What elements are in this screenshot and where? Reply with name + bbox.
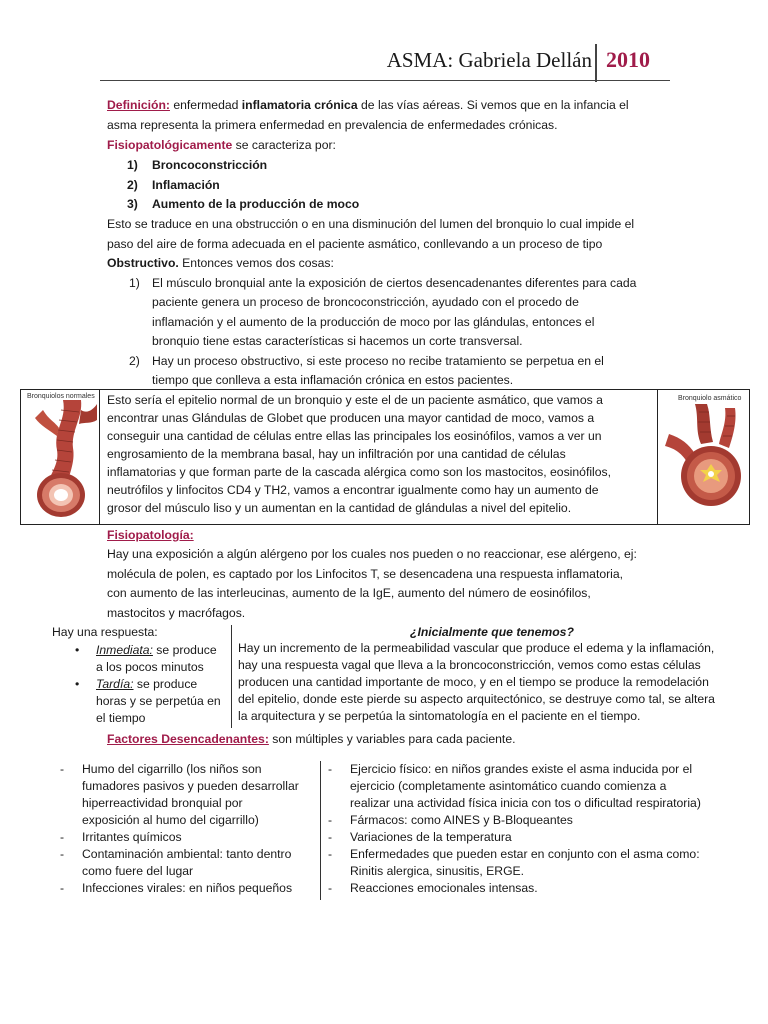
- response-intro: Hay una respuesta:: [52, 625, 158, 639]
- dash: -: [328, 762, 333, 776]
- dash: -: [60, 847, 65, 861]
- factor-line: fumadores pasivos y pueden desarrollar: [82, 779, 299, 793]
- list-item-line: paciente genera un proceso de broncoconstricción, ayudado con el procedo de: [152, 295, 579, 309]
- header-rule: [100, 80, 670, 81]
- fisiopatologia-label: Fisiopatología:: [107, 528, 194, 542]
- definition-line: [107, 96, 629, 115]
- paragraph-line: Esto se traduce en una obstrucción o en una disminución del lumen del bronquio lo cual impide el: [107, 217, 635, 231]
- answer-line: Hay un incremento de la permeabilidad vascular que produce el edema y la inflamación,: [238, 641, 715, 655]
- factor-line: Variaciones de la temperatura: [350, 830, 512, 844]
- list-number: 3): [127, 197, 138, 211]
- definition-bold: inflamatoria crónica: [241, 98, 358, 112]
- dash: -: [60, 762, 65, 776]
- list-item-line: Hay un proceso obstructivo, si este proceso no recibe tratamiento se perpetua en el: [152, 354, 604, 368]
- table-line: encontrar unas Glándulas de Globet que producen una mayor cantidad de moco, vamos a: [107, 411, 595, 425]
- list-item: [127, 195, 138, 214]
- factor-line: Reacciones emocionales intensas.: [350, 881, 538, 895]
- factor-line: hiperreactividad bronquial por: [82, 796, 243, 810]
- paragraph-line: [107, 254, 334, 273]
- factor-line: exposición al humo del cigarrillo): [82, 813, 259, 827]
- definition-text-2: de las vías aéreas. Si vemos que en la infancia el: [357, 98, 629, 112]
- list-number: 1): [127, 158, 138, 172]
- factor-line: Enfermedades que pueden estar en conjunto con el asma como:: [350, 847, 700, 861]
- definition-line-2: asma representa la primera enfermedad en prevalencia de enfermedades crónicas.: [107, 118, 558, 132]
- response-text: se produce: [152, 643, 217, 657]
- list-number: 1): [129, 276, 140, 290]
- column-divider: [231, 625, 232, 728]
- table-line: conseguir una cantidad de células entre ellas las principales los eosinófilos, vamos a ver un: [107, 429, 602, 443]
- dash: -: [328, 881, 333, 895]
- asthmatic-bronchiole-image: [665, 404, 747, 522]
- list-item: [127, 176, 138, 195]
- response-line: el tiempo: [96, 711, 146, 725]
- dash: -: [60, 881, 65, 895]
- list-item-label: Aumento de la producción de moco: [152, 197, 360, 211]
- paragraph-bold: Obstructivo.: [107, 256, 179, 270]
- fisiopatologia-heading: [107, 526, 194, 545]
- factor-line: Contaminación ambiental: tanto dentro: [82, 847, 292, 861]
- definition-text: enfermedad: [169, 98, 242, 112]
- list-item-text: [152, 195, 359, 214]
- fisiopatologia-line: con aumento de las interleucinas, aumento de la IgE, aumento del número de eosinófilos,: [107, 586, 591, 600]
- response-label: Tardía:: [96, 677, 134, 691]
- answer-line: la arquitectura y se perpetúa la sintomatología en el paciente en el tiempo.: [238, 709, 641, 723]
- table-line: engrosamiento de la membrana basal, hay un infiltración por una cantidad de células: [107, 447, 566, 461]
- table-divider: [99, 390, 100, 524]
- bronchi-comparison-table: [20, 389, 750, 525]
- list-item-line: El músculo bronquial ante la exposición de ciertos desencadenantes diferentes para cada: [152, 276, 637, 290]
- answer-line: producen una cantidad importante de moco, y en el tiempo se produce la remodelación: [238, 675, 709, 689]
- response-text: se produce: [133, 677, 198, 691]
- normal-bronchiole-caption: Bronquiolos normales: [27, 393, 95, 400]
- list-item-line: inflamación y el aumento de la producción de moco por las glándulas, entonces el: [152, 315, 595, 329]
- question-text: ¿Inicialmente que tenemos?: [410, 625, 574, 639]
- list-number: 2): [127, 178, 138, 192]
- factor-line: Infecciones virales: en niños pequeños: [82, 881, 293, 895]
- response-line: a los pocos minutos: [96, 660, 204, 674]
- factor-line: ejercicio (completamente asintomático cuando comienza a: [350, 779, 667, 793]
- list-item-text: [152, 156, 267, 175]
- dash: -: [328, 813, 333, 827]
- paragraph-text: Entonces vemos dos cosas:: [178, 256, 334, 270]
- list-number: 2): [129, 354, 140, 368]
- list-item-text: [152, 176, 220, 195]
- table-line: Esto sería el epitelio normal de un bronquio y este el de un paciente asmático, que vamos a: [107, 393, 603, 407]
- dash: -: [328, 830, 333, 844]
- factor-line: Humo del cigarrillo (los niños son: [82, 762, 262, 776]
- bullet-icon: •: [75, 677, 80, 691]
- table-divider: [657, 390, 658, 524]
- fisio-intro-text: se caracteriza por:: [232, 138, 336, 152]
- list-item: [127, 156, 138, 175]
- factores-label: Factores Desencadenantes:: [107, 732, 269, 746]
- factor-line: realizar una actividad física inicia con tos o dificultad respiratoria): [350, 796, 701, 810]
- fisiopatologia-line: mastocitos y macrófagos.: [107, 606, 246, 620]
- answer-line: hay una respuesta vagal que lleva a la broncoconstricción, vemos como estas células: [238, 658, 701, 672]
- table-line: grosor del músculo liso y un aumentan en la cantidad de glándulas a nivel del epitelio.: [107, 501, 572, 515]
- document-title: ASMA: Gabriela Dellán: [386, 48, 592, 72]
- fisiopatologia-line: molécula de polen, es captado por los Linfocitos T, se desencadena una respuesta inflamatoria,: [107, 567, 624, 581]
- dash: -: [60, 830, 65, 844]
- list-item-line: tiempo que conlleva a esta inflamación crónica en estos pacientes.: [152, 373, 514, 387]
- factor-line: Ejercicio físico: en niños grandes existe el asma inducida por el: [350, 762, 693, 776]
- table-line: neutrófilos y linfocitos CD4 y TH2, vamos a encontrar igualmente como hay un aumento de: [107, 483, 599, 497]
- factor-line: Irritantes químicos: [82, 830, 182, 844]
- factores-text: son múltiples y variables para cada paciente.: [268, 732, 516, 746]
- paragraph-line: paso del aire de forma adecuada en el paciente asmático, conllevando a un proceso de tipo: [107, 237, 603, 251]
- factor-line: como fuere del lugar: [82, 864, 194, 878]
- header-separator: [595, 44, 597, 82]
- factores-heading: [107, 730, 516, 749]
- asthmatic-bronchiole-caption: Bronquiolo asmático: [678, 395, 742, 402]
- list-item-line: bronquio tiene estas características si hacemos un corte transversal.: [152, 334, 523, 348]
- fisio-intro-line: [107, 136, 336, 155]
- response-label: Inmediata:: [96, 643, 153, 657]
- factor-line: Fármacos: como AINES y B-Bloqueantes: [350, 813, 573, 827]
- normal-bronchiole-image: [23, 400, 99, 522]
- bullet-icon: •: [75, 643, 80, 657]
- fisiopatologia-line: Hay una exposición a algún alérgeno por los cuales nos pueden o no reaccionar, ese alérgeno, ej:: [107, 547, 637, 561]
- fisio-intro-label: Fisiopatológicamente: [107, 138, 233, 152]
- table-line: inflamatorias y que forman parte de la cascada alérgica como son los mastocitos, eosinófilos,: [107, 465, 612, 479]
- response-line: horas y se perpetúa en: [96, 694, 221, 708]
- list-item-label: Broncoconstricción: [152, 158, 268, 172]
- answer-line: del epitelio, donde este pierde su aspecto arquitectónico, se destruye como tal, se altera: [238, 692, 715, 706]
- definition-label: Definición:: [107, 98, 170, 112]
- column-divider: [320, 761, 321, 900]
- factor-line: Rinitis alergica, sinusitis, ERGE.: [350, 864, 525, 878]
- document-year: 2010: [606, 47, 650, 72]
- dash: -: [328, 847, 333, 861]
- list-item-label: Inflamación: [152, 178, 220, 192]
